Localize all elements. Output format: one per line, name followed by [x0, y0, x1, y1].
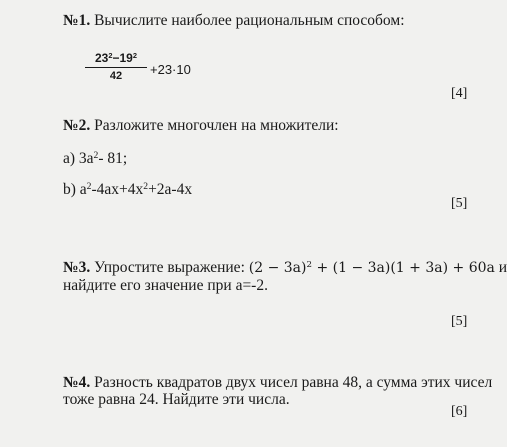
task2-number: №2. — [63, 117, 91, 134]
task2-part-a: а) $3а^2-$ 81; — [63, 149, 128, 167]
task2-heading — [63, 117, 339, 135]
task4-line2: тоже равна 24. Найдите эти числа. — [63, 391, 290, 408]
task1-text: Вычислите наиболее рациональным способом: — [90, 12, 405, 29]
task3-line2: найдите его значение при а=-2. — [63, 277, 268, 294]
task1-fraction — [85, 50, 147, 83]
task3-heading — [63, 259, 507, 277]
task3-number: №3. — [63, 259, 91, 276]
task1-heading — [63, 12, 405, 30]
task2-text: Разложите многочлен на множители: — [90, 117, 339, 134]
task1-tail: +23·10 — [150, 62, 191, 77]
task4-mark: [6] — [451, 404, 468, 419]
task3-expression: $(2 - 3a)^2 + (1 - 3a)(1 + 3a) + 60a$ — [248, 260, 495, 276]
task2-part-b: b) $a^2-4ax+4x^2+2a-4x$ — [63, 180, 193, 198]
task1-mark: [4] — [451, 86, 468, 101]
task2-mark: [5] — [451, 196, 468, 211]
task3-text: Упростите выражение: — [90, 259, 249, 276]
task4-line1 — [63, 374, 492, 392]
task4-number: №4. — [63, 374, 91, 391]
task4-text: Разность квадратов двух чисел равна 48, а сумма этих чисел — [90, 374, 493, 391]
task3-mark: [5] — [451, 314, 468, 329]
task1-number: №1. — [63, 12, 91, 29]
task3-and: и — [494, 259, 507, 276]
task1-numerator: $23^2-19^2$ — [94, 50, 137, 65]
task1-denominator: 42 — [109, 70, 123, 83]
fraction-bar — [85, 67, 147, 68]
